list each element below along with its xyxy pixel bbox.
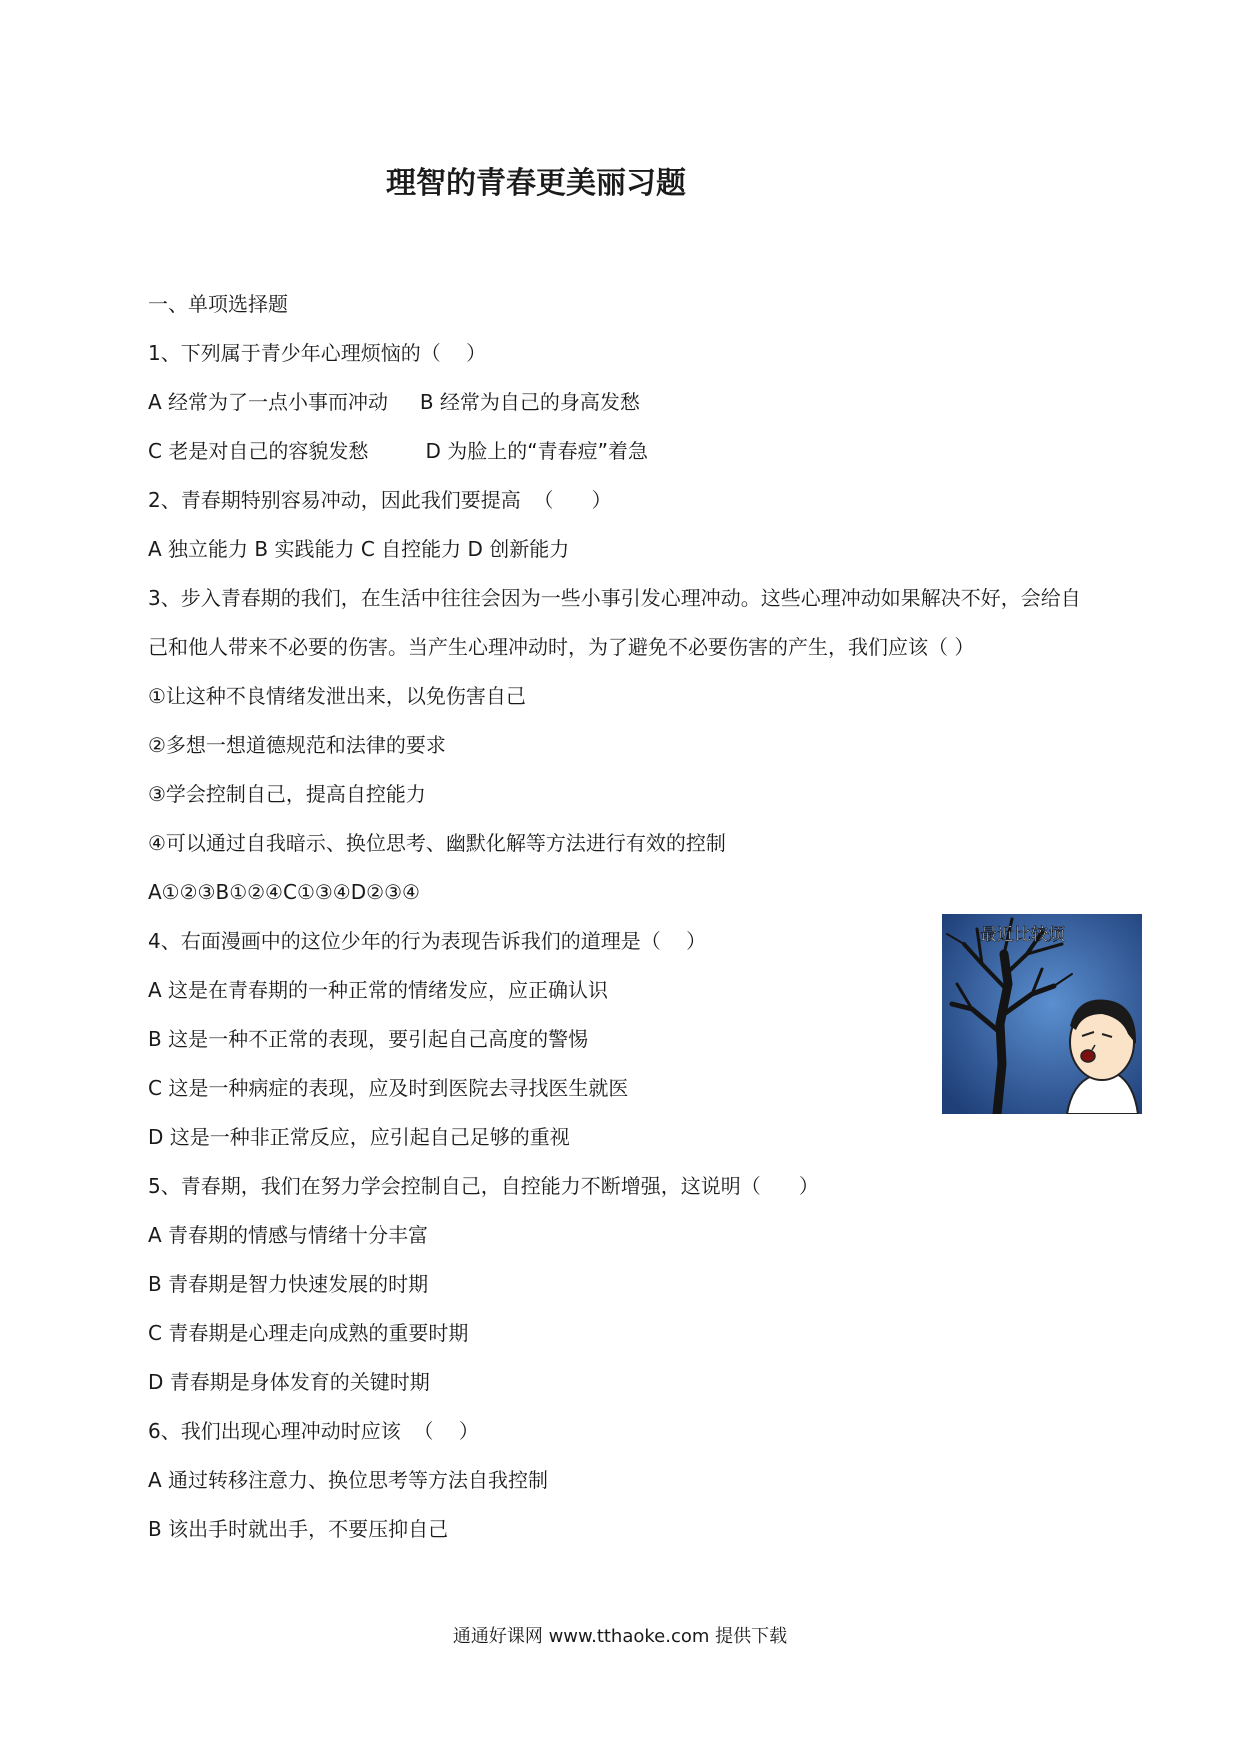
option-line: A 这是在青春期的一种正常的情绪发应，应正确认识 (148, 978, 609, 1002)
boy-figure (1067, 1000, 1138, 1114)
question-line: 6、我们出现心理冲动时应该 （ ） (148, 1419, 479, 1443)
option-line: B 青春期是智力快速发展的时期 (148, 1272, 429, 1296)
option-line: D 这是一种非正常反应，应引起自己足够的重视 (148, 1125, 570, 1149)
page-title: 理智的青春更美丽习题 (386, 166, 686, 201)
question-line: 4、右面漫画中的这位少年的行为表现告诉我们的道理是（ ） (148, 929, 707, 953)
option-line: C 这是一种病症的表现，应及时到医院去寻找医生就医 (148, 1076, 629, 1100)
option-line: C 老是对自己的容貌发愁 D 为脸上的“青春痘”着急 (148, 439, 649, 463)
option-line: B 该出手时就出手，不要压抑自己 (148, 1517, 449, 1541)
option-line: C 青春期是心理走向成熟的重要时期 (148, 1321, 469, 1345)
cartoon-illustration (942, 914, 1142, 1114)
question-line: 1、下列属于青少年心理烦恼的（ ） (148, 341, 487, 365)
option-line: B 这是一种不正常的表现，要引起自己高度的警惕 (148, 1027, 589, 1051)
cartoon-caption: 最近比较烦 (980, 925, 1065, 945)
section-heading: 一、单项选择题 (148, 292, 288, 316)
option-line: D 青春期是身体发育的关键时期 (148, 1370, 430, 1394)
cartoon-image (942, 914, 1142, 1114)
question-line: 5、青春期，我们在努力学会控制自己，自控能力不断增强，这说明（ ） (148, 1174, 819, 1198)
option-line: A 青春期的情感与情绪十分丰富 (148, 1223, 429, 1247)
question-line: 2、青春期特别容易冲动，因此我们要提高 （ ） (148, 488, 612, 512)
option-line: A①②③B①②④C①③④D②③④ (148, 880, 420, 904)
statement-line: ④可以通过自我暗示、换位思考、幽默化解等方法进行有效的控制 (148, 831, 726, 855)
option-line: A 通过转移注意力、换位思考等方法自我控制 (148, 1468, 549, 1492)
option-line: A 独立能力 B 实践能力 C 自控能力 D 创新能力 (148, 537, 570, 561)
page-footer: 通通好课网 www.tthaoke.com 提供下载 (452, 1626, 788, 1647)
statement-line: ②多想一想道德规范和法律的要求 (148, 733, 446, 757)
statement-line: ③学会控制自己，提高自控能力 (148, 782, 426, 806)
statement-line: ①让这种不良情绪发泄出来，以免伤害自己 (148, 684, 526, 708)
question-3-stem: 3、步入青春期的我们，在生活中往往会因为一些小事引发心理冲动。这些心理冲动如果解决不好，会给自己和他人带来不必要的伤害。当产生心理冲动时，为了避免不必要伤害的产生，我们应该（ ） (148, 586, 1081, 659)
option-line: A 经常为了一点小事而冲动 B 经常为自己的身高发愁 (148, 390, 640, 414)
